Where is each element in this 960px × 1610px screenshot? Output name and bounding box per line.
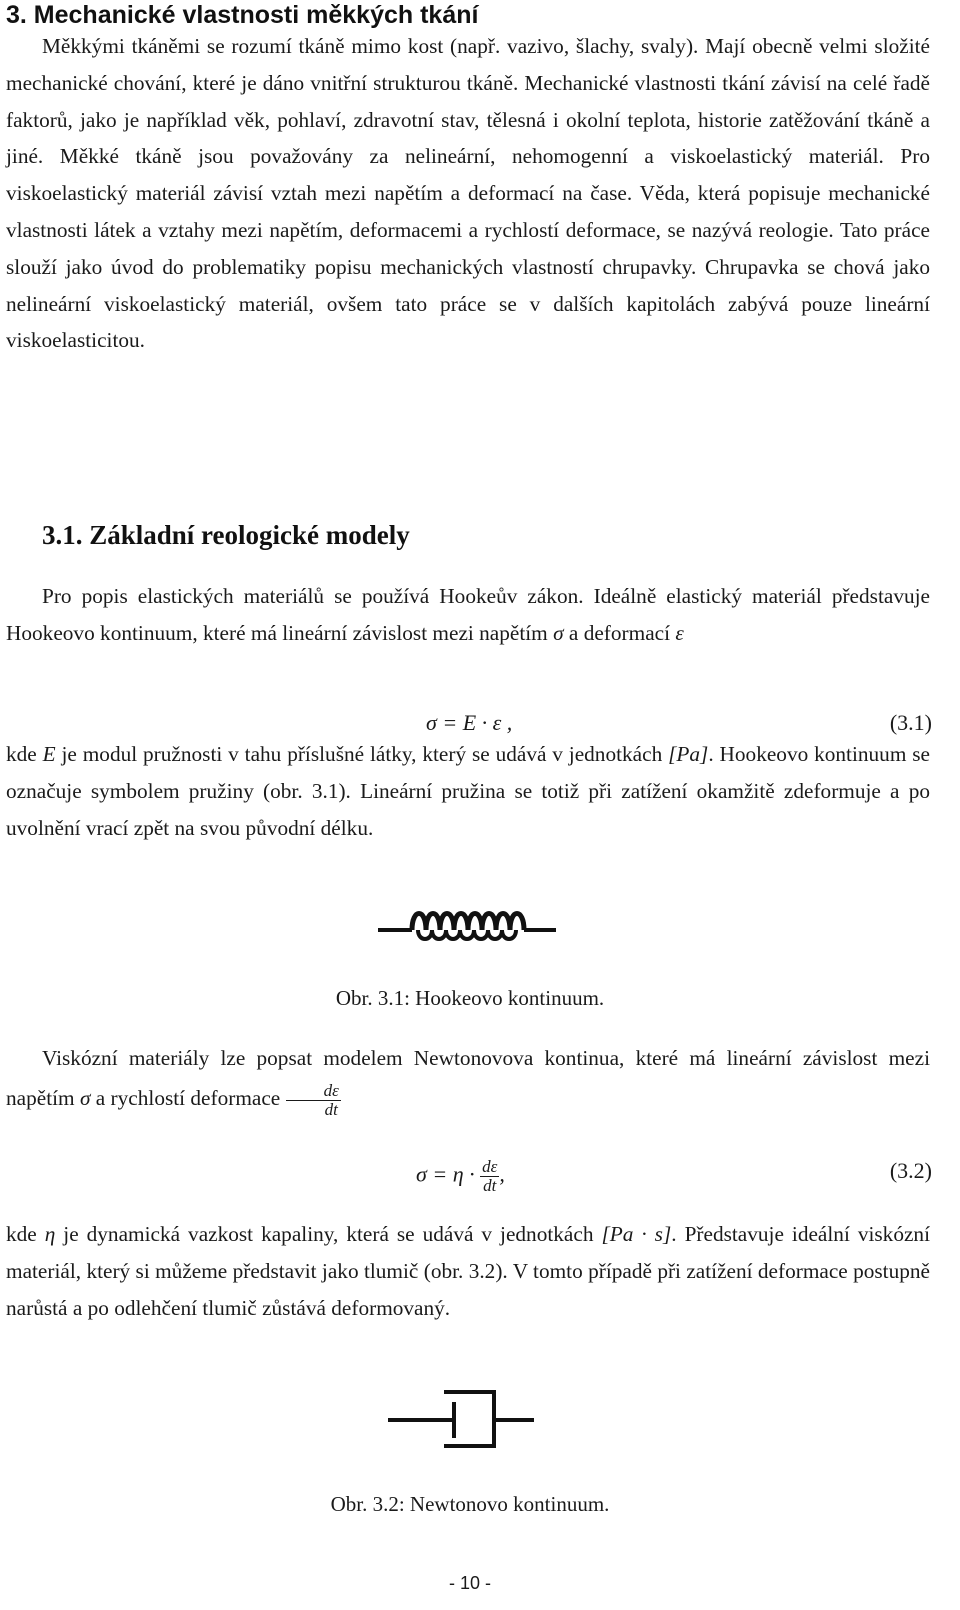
paragraph-hooke: [6, 578, 930, 652]
equation-3-2-fraction: [480, 1158, 499, 1195]
eta-symbol: η: [44, 1222, 56, 1246]
paragraph-newton: [6, 1038, 930, 1119]
equation-3-2: [0, 1148, 932, 1198]
paragraph-modulus-c: . Hookeovo kontinuum se označuje symbolem pružiny (obr. 3.1). Lineární pružina se totiž při zatížení okamžitě zdeformuje a po uvolnění vrací zpět na svou původní délku.: [6, 742, 930, 840]
paragraph-newton-mid: a rychlostí deformace: [90, 1086, 286, 1110]
damper-icon: [388, 1384, 534, 1454]
paragraph-hooke-text: Pro popis elastických materiálů se používá Hookeův zákon. Ideálně elastický materiál představuje Hookeovo kontinuum, které má lineární závislost mezi napětím: [6, 584, 930, 645]
equation-3-1-number: (3.1): [889, 710, 932, 735]
equation-3-2-number: (3.2): [889, 1158, 932, 1183]
equation-3-2-denominator: dt: [483, 1176, 497, 1195]
figure-3-1-caption: Obr. 3.1: Hookeovo kontinuum.: [335, 986, 605, 1010]
paragraph-modulus-b: je modul pružnosti v tahu příslušné látky, který se udává v jednotkách: [55, 742, 669, 766]
paragraph-hooke-mid: a deformací: [563, 620, 676, 645]
paragraph-viscosity-b: je dynamická vazkost kapaliny, která se udává v jednotkách: [55, 1222, 602, 1246]
sigma-symbol-2: σ: [79, 1086, 91, 1110]
strain-rate-fraction: [286, 1082, 341, 1119]
equation-3-1-formula: σ = E · ε ,: [426, 710, 513, 735]
paragraph-viscosity-a: kde: [6, 1222, 45, 1246]
paragraph-modulus-a: kde: [6, 742, 43, 766]
equation-3-2-numerator: dε: [482, 1157, 498, 1176]
paragraph-newton-text: Viskózní materiály lze popsat modelem Newtonovova kontinua, které má lineární závislost mezi napětím: [6, 1046, 930, 1110]
equation-3-2-tail: ,: [499, 1161, 505, 1187]
spring-icon: [378, 900, 556, 946]
equation-3-2-lhs: σ = η ·: [416, 1161, 475, 1187]
pascal-unit: [Pa]: [668, 742, 709, 766]
paragraph-viscosity: [6, 1216, 930, 1326]
pascal-second-unit: [Pa · s]: [601, 1222, 672, 1246]
page-number: - 10 -: [448, 1573, 491, 1593]
sigma-symbol: σ: [553, 620, 564, 645]
subsection-heading: 3.1. Základní reologické modely: [42, 520, 410, 550]
paragraph-viscosity-c: . Představuje ideální viskózní materiál, který si můžeme představit jako tlumič (obr. 3.2). V tomto případě při zatížení deformace postupně narůstá a po odlehčení tlumič zůstává deformovaný.: [6, 1222, 931, 1320]
epsilon-symbol: ε: [675, 620, 684, 645]
equation-3-2-formula: [416, 1158, 505, 1195]
strain-rate-denominator: dt: [324, 1099, 338, 1119]
modulus-symbol: E: [42, 742, 56, 766]
figure-3-2-caption: Obr. 3.2: Newtonovo kontinuum.: [330, 1492, 610, 1516]
section-heading: 3. Mechanické vlastnosti měkkých tkání: [6, 1, 479, 29]
paragraph-modulus: [6, 736, 930, 846]
strain-rate-numerator: dε: [286, 1082, 341, 1101]
paragraph-intro: Měkkými tkáněmi se rozumí tkáně mimo kost (např. vazivo, šlachy, svaly). Mají obecně velmi složité mechanické chování, které je dáno vnitřní strukturou tkáně. Mechanické vlastnosti tkání závisí na celé řadě faktorů, jako je například věk, pohlaví, zdravotní stav, tělesná i okolní teplota, historie zatěžování tkáně a jiné. Měkké tkáně jsou považovány za nelineární, nehomogenní a viskoelastický materiál. Pro viskoelastický materiál závisí vztah mezi napětím a deformací na čase. Věda, která popisuje mechanické vlastnosti látek a vztahy mezi napětím, deformacemi a rychlostí deformace, se nazývá reologie. Tato práce slouží jako úvod do problematiky popisu mechanických vlastností chrupavky. Chrupavka se chová jako nelineární viskoelastický materiál, ovšem tato práce se v dalších kapitolách zabývá pouze lineární viskoelasticitou.: [6, 34, 930, 353]
